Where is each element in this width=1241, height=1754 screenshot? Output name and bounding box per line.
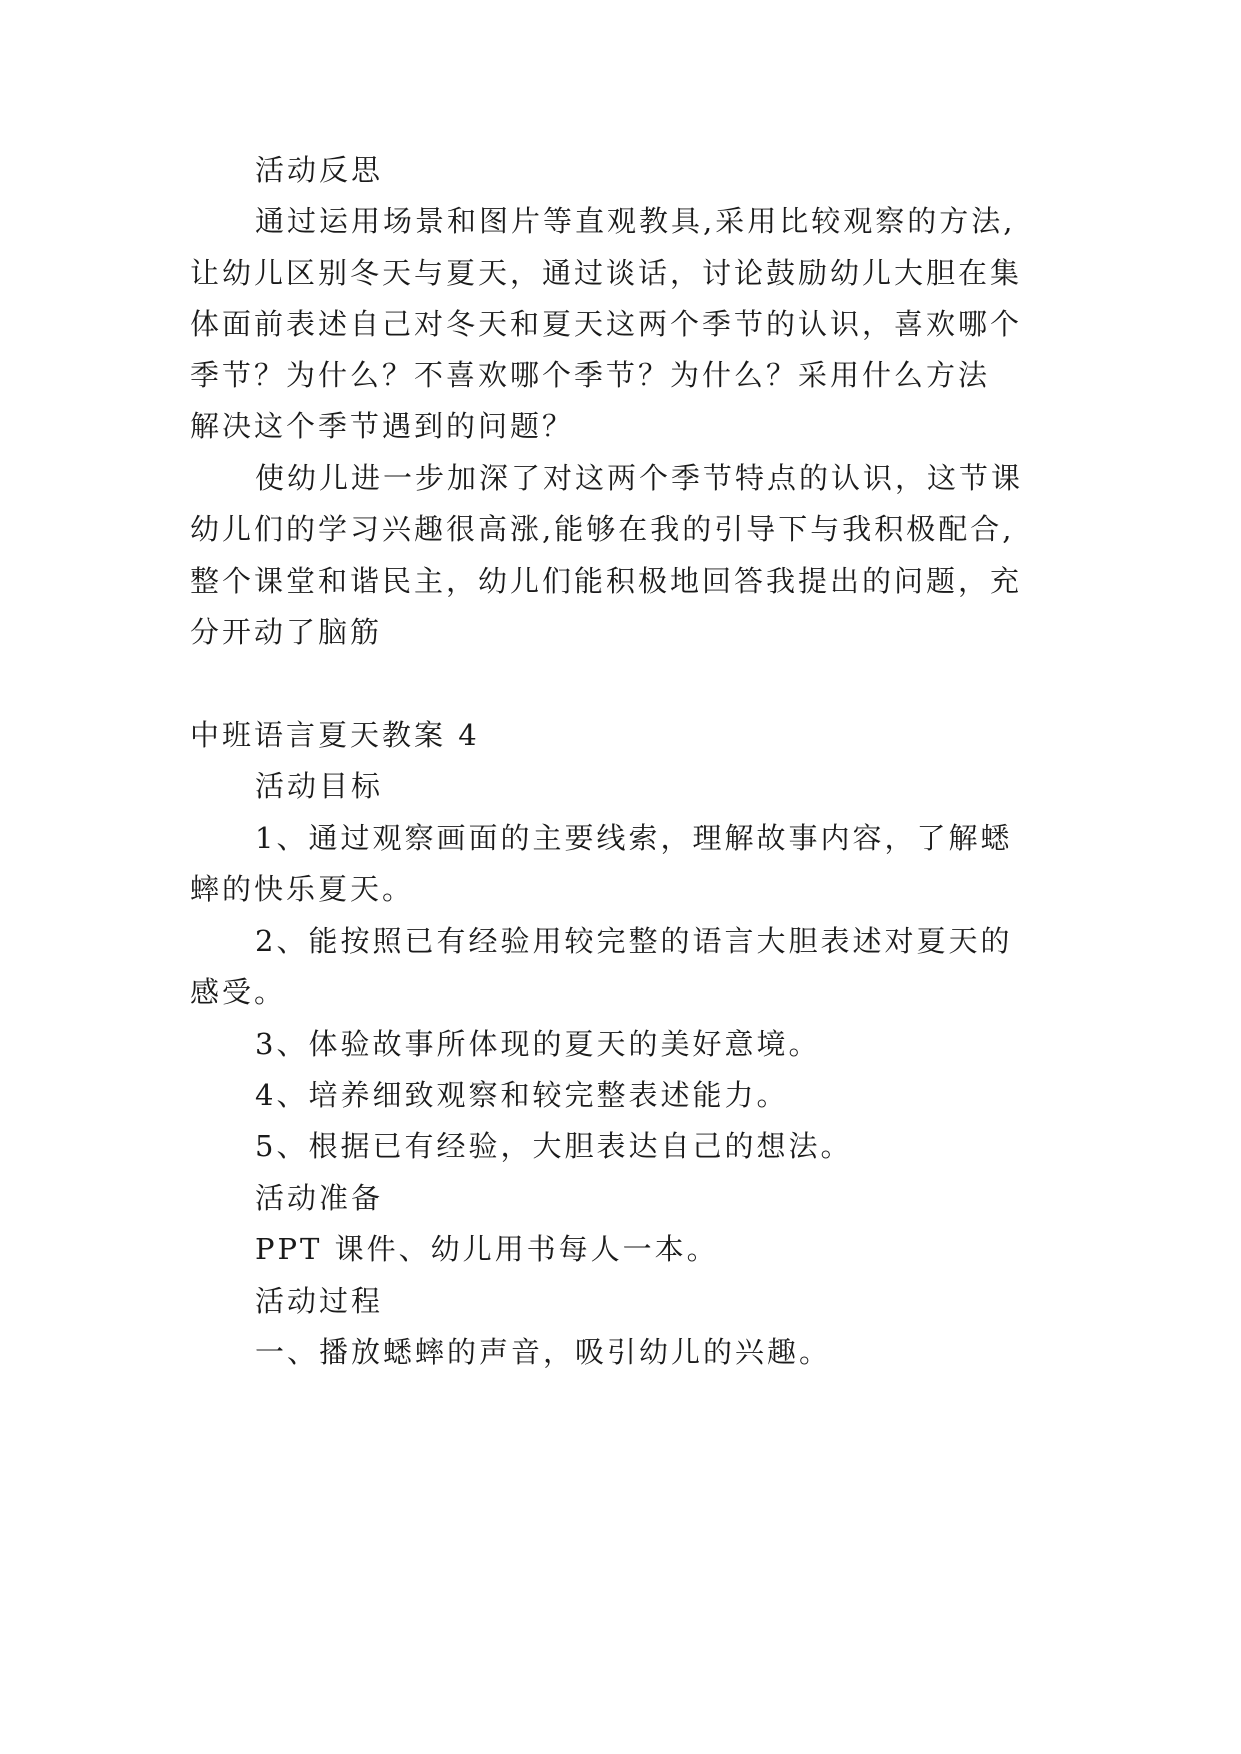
text-line: 季节？为什么？不喜欢哪个季节？为什么？采用什么方法 bbox=[190, 358, 991, 392]
text-line: 感受。 bbox=[190, 975, 287, 1009]
section-heading-goals: 活动目标 bbox=[255, 769, 384, 803]
text-line: 一、播放蟋蟀的声音，吸引幼儿的兴趣。 bbox=[255, 1335, 832, 1369]
section-heading-preparation: 活动准备 bbox=[255, 1181, 384, 1215]
text-line: 整个课堂和谐民主，幼儿们能积极地回答我提出的问题，充 bbox=[190, 564, 1023, 598]
text-line: 幼儿们的学习兴趣很高涨,能够在我的引导下与我积极配合, bbox=[190, 512, 1015, 546]
text-line: 体面前表述自己对冬天和夏天这两个季节的认识，喜欢哪个 bbox=[190, 307, 1023, 341]
list-item: 1、通过观察画面的主要线索，理解故事内容，了解蟋 bbox=[255, 821, 1013, 855]
text-line: 通过运用场景和图片等直观教具,采用比较观察的方法, bbox=[255, 204, 1016, 238]
text-line: 使幼儿进一步加深了对这两个季节特点的认识，这节课 bbox=[255, 461, 1024, 495]
list-item: 3、体验故事所体现的夏天的美好意境。 bbox=[255, 1027, 821, 1061]
text-line: 分开动了脑筋 bbox=[190, 615, 383, 649]
list-item: 5、根据已有经验，大胆表达自己的想法。 bbox=[255, 1129, 853, 1163]
section-heading-reflection: 活动反思 bbox=[255, 153, 384, 187]
document-title: 中班语言夏天教案 4 bbox=[190, 718, 480, 752]
section-heading-process: 活动过程 bbox=[255, 1284, 384, 1318]
text-line: 让幼儿区别冬天与夏天，通过谈话，讨论鼓励幼儿大胆在集 bbox=[190, 256, 1023, 290]
text-line: PPT 课件、幼儿用书每人一本。 bbox=[255, 1232, 719, 1266]
list-item: 2、能按照已有经验用较完整的语言大胆表述对夏天的 bbox=[255, 924, 1013, 958]
text-line: 解决这个季节遇到的问题？ bbox=[190, 409, 575, 443]
text-line: 蟀的快乐夏天。 bbox=[190, 872, 415, 906]
list-item: 4、培养细致观察和较完整表述能力。 bbox=[255, 1078, 789, 1112]
